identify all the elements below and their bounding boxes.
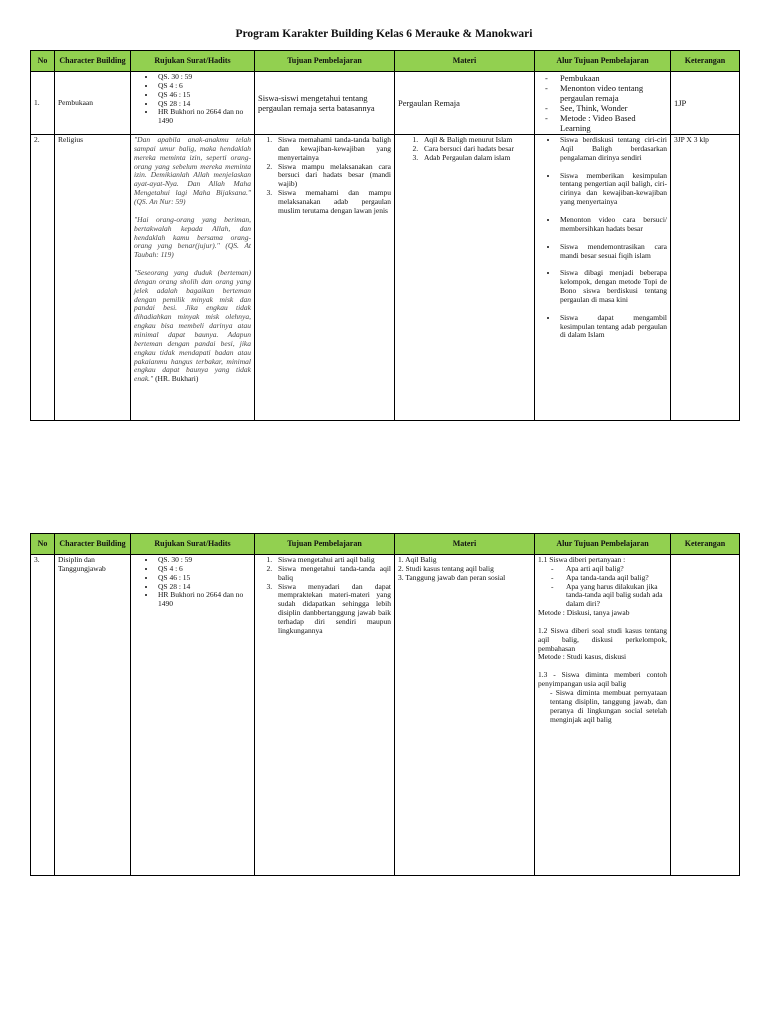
list-item: • Siswa memberikan kesimpulan tentang pengertian aqil baligh, ciri-cirinya dan kewajiban-kewajiban yang menyertainya [558, 172, 667, 207]
quote-hadith-text: "Seseorang yang duduk (berteman) dengan orang sholih dan orang yang jelek adalah bagaikan berteman dengan pemilik minyak misk dan pandai besi. Jika engkau tidak dihadiahkan minyak misk olehnya, engkau bisa membeli darinya atau minimal dapat baunya. Adapun berteman dengan pandai besi, jika engkau tidak mendapati badan atau pakaianmu hangus terbakar, minimal engkau dapat baunya yang tidak enak." [134, 268, 251, 384]
table-row [31, 555, 740, 876]
list-item: • QS. 30 : 59 [156, 556, 251, 565]
materi-cell: Pergaulan Remaja [395, 72, 535, 135]
rujukan-cell [131, 72, 255, 135]
header-materi: Materi [395, 51, 535, 72]
list-item: 1. Siswa memahami tanda-tanda baligh dan kewajiban-kewajiban yang menyertainya [274, 136, 391, 163]
tujuan-list [258, 136, 391, 216]
document-title: Program Karakter Building Kelas 6 Merauke & Manokwari [235, 28, 533, 40]
character-building-cell: Disiplin dan Tanggungjawab [55, 555, 131, 876]
keterangan-cell: 3JP X 3 klp [671, 135, 740, 421]
list-item: 2. Siswa mengetahui tanda-tanda aqil baliq [274, 565, 391, 583]
plan-table-2 [30, 533, 740, 876]
alur-step-1-method: Metode : Diskusi, tanya jawab [538, 608, 630, 618]
list-item: • QS 46 : 15 [156, 91, 251, 100]
rujukan-cell [131, 135, 255, 421]
table-header-row [31, 534, 740, 555]
rujukan-list [134, 73, 251, 126]
materi-cell [395, 555, 535, 876]
row-number: 3. [31, 555, 55, 876]
keterangan-cell [671, 555, 740, 876]
list-item: - Apa tanda-tanda aqil balig? [542, 574, 667, 583]
header-no: No [31, 534, 55, 555]
list-item: • QS 28 : 14 [156, 583, 251, 592]
list-item: • Siswa mendemontrasikan cara mandi besar sesuai fiqih islam [558, 243, 667, 261]
header-tujuan: Tujuan Pembelajaran [255, 534, 395, 555]
rujukan-list [134, 556, 251, 609]
list-item: • HR Bukhori no 2664 dan no 1490 [156, 108, 251, 126]
alur-step-3 [538, 671, 667, 724]
alur-step-1 [538, 556, 667, 618]
quote-an-nur: "Dan apabila anak-anakmu telah sampai umur balig, maka hendaklah mereka meminta izin, seperti orang-orang yang sebelum mereka meminta izin. Demikianlah Allah menjelaskan ayat-ayat-Nya. Dan Allah Maha Mengetahui lagi Maha Bijaksana." (QS. An Nur: 59) [134, 135, 251, 206]
plan-table-1 [30, 50, 740, 421]
alur-cell [535, 555, 671, 876]
alur-step-1-intro: 1.1 Siswa diberi pertanyaan : [538, 555, 626, 564]
header-rujukan: Rujukan Surat/Hadits [131, 534, 255, 555]
list-item: - Apa arti aqil balig? [542, 565, 667, 574]
list-item: • QS. 30 : 59 [156, 73, 251, 82]
alur-step-2-text: 1.2 Siswa diberi soal studi kasus tentang aqil balig, diskusi perkelompok, pembahasan [538, 625, 667, 653]
character-building-cell: Pembukaan [55, 72, 131, 135]
header-tujuan: Tujuan Pembelajaran [255, 51, 395, 72]
header-keterangan: Keterangan [671, 534, 740, 555]
alur-list [538, 73, 667, 133]
row-number: 1. [31, 72, 55, 135]
materi-item: 1. Aqil Balig [398, 555, 437, 564]
list-item: • QS 4 : 6 [156, 565, 251, 574]
quote-hadith [134, 269, 251, 384]
keterangan-cell: 1JP [671, 72, 740, 135]
alur-cell [535, 72, 671, 135]
header-character-building: Character Building [55, 51, 131, 72]
list-item: 1. Siswa mengetahui arti aqil balig [274, 556, 391, 565]
alur-cell [535, 135, 671, 421]
alur-step-3-text-2: - Siswa diminta membuat pernyataan tentang disiplin, tanggung jawab, dan peranya di lingkungan social setelah menginjak aqil balig [550, 687, 667, 724]
table-row [31, 72, 740, 135]
alur-step-2-method: Metode : Studi kasus, diskusi [538, 652, 627, 662]
list-item: - See, Think, Wonder [542, 103, 667, 113]
list-item: - Metode : Video Based Learning [542, 113, 667, 133]
header-keterangan: Keterangan [671, 51, 740, 72]
header-alur: Alur Tujuan Pembelajaran [535, 534, 671, 555]
tujuan-cell [255, 135, 395, 421]
header-no: No [31, 51, 55, 72]
materi-item: 2. Studi kasus tentang aqil balig [398, 563, 494, 573]
quote-hadith-source: (HR. Bukhari) [155, 374, 199, 384]
list-item: • HR Bukhori no 2664 dan no 1490 [156, 591, 251, 609]
list-item: 3. Siswa menyadari dan dapat mempraktekan materi-materi yang sudah didapatkan sehingga lebih disiplin danbbertanggung jawab baik terhadap diri sendiri maupun lingkungannya [274, 583, 391, 636]
list-item: - Apa yang harus dilakukan jika tanda-tanda aqil balig sudah ada dalam diri? [542, 583, 667, 610]
list-item: • QS 28 : 14 [156, 100, 251, 109]
list-item: • Siswa dibagi menjadi beberapa kelompok, dengan metode Topi de Bono siswa berdiskusi tentang pergaulan di masa kini [558, 269, 667, 304]
list-item: • Siswa berdiskusi tentang ciri-ciri Aqil Baligh berdasarkan pengalaman dirinya sendiri [558, 136, 667, 163]
alur-question-list [538, 565, 667, 609]
list-item: • Menonton video cara bersuci/ membersihkan hadats besar [558, 216, 667, 234]
list-item: 2. Siswa mampu melaksanakan cara bersuci dari hadats besar (mandi wajib) [274, 163, 391, 190]
list-item: 1. Aqil & Baligh menurut Islam [420, 136, 531, 145]
list-item: - Menonton video tentang pergaulan remaja [542, 83, 667, 103]
header-alur: Alur Tujuan Pembelajaran [535, 51, 671, 72]
tujuan-cell: Siswa-siswi mengetahui tentang pergaulan remaja serta batasannya [255, 72, 395, 135]
alur-list [538, 136, 667, 340]
header-rujukan: Rujukan Surat/Hadits [131, 51, 255, 72]
list-item: 3. Siswa memahami dan mampu melaksanakan adab pergaulan muslim terutama dengan lawan jenis [274, 189, 391, 216]
tujuan-cell [255, 555, 395, 876]
header-materi: Materi [395, 534, 535, 555]
alur-step-2 [538, 627, 667, 662]
header-character-building: Character Building [55, 534, 131, 555]
table-row [31, 135, 740, 421]
list-item: 2. Cara bersuci dari hadats besar [420, 145, 531, 154]
list-item: - Pembukaan [542, 73, 667, 83]
materi-list [398, 136, 531, 163]
list-item: • QS 46 : 15 [156, 574, 251, 583]
materi-cell [395, 135, 535, 421]
quote-at-taubah: "Hai orang-orang yang beriman, bertakwalah kepada Allah, dan hendaklah kamu bersama orang-orang yang benar(jujur)." (QS. At Taubah: 119) [134, 214, 251, 260]
alur-step-3-text: 1.3 - Siswa diminta memberi contoh penyimpangan usia aqil balig [538, 670, 667, 689]
character-building-cell: Religius [55, 135, 131, 421]
rujukan-cell [131, 555, 255, 876]
table-header-row [31, 51, 740, 72]
tujuan-list [258, 556, 391, 636]
row-number: 2. [31, 135, 55, 421]
list-item: • Siswa dapat mengambil kesimpulan tentang adab pergaulan di dalam Islam [558, 314, 667, 341]
list-item: • QS 4 : 6 [156, 82, 251, 91]
materi-item: 3. Tanggung jawab dan peran sosial [398, 572, 506, 582]
list-item: 3. Adab Pergaulan dalam islam [420, 154, 531, 163]
